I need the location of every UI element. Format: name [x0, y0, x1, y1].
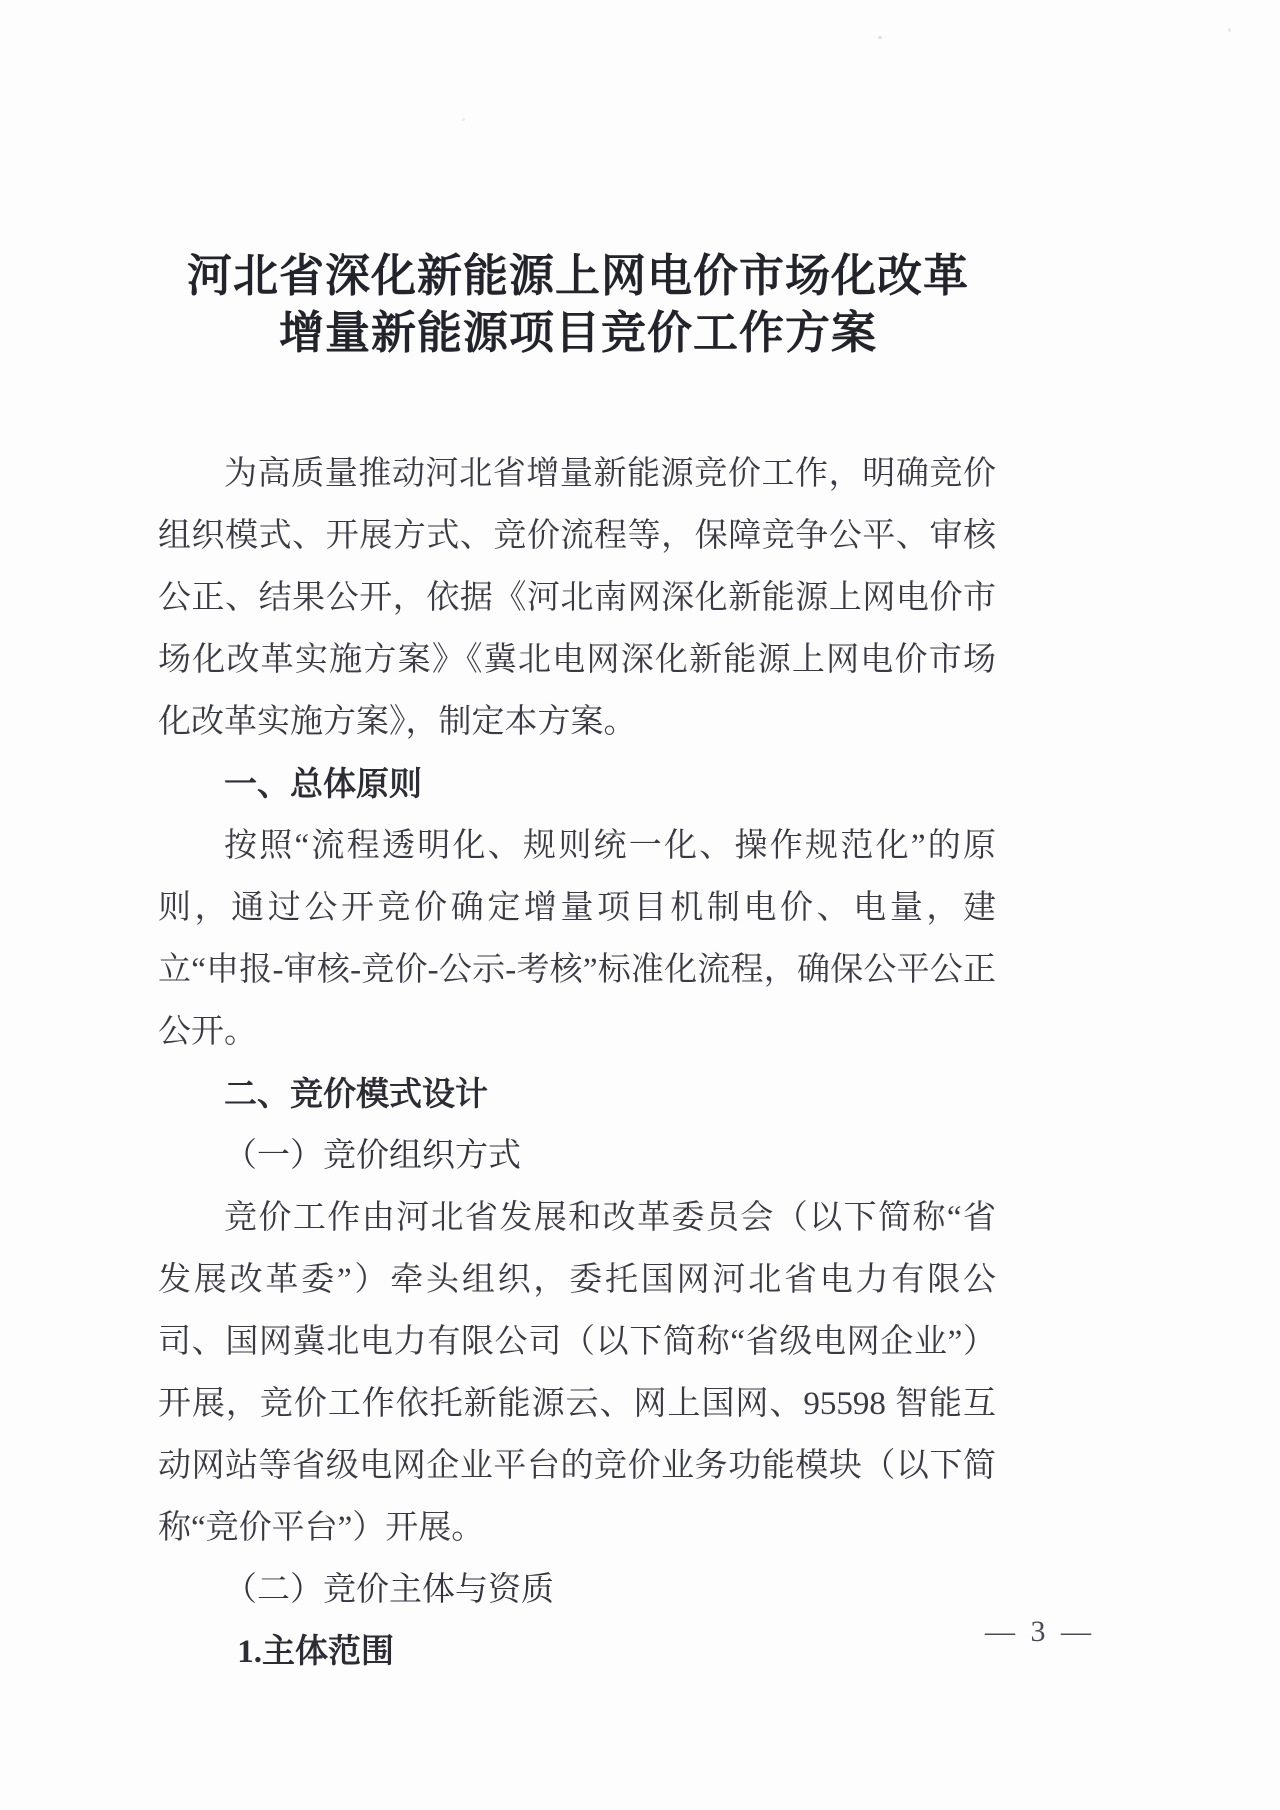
- subheading-bidding-organization: （一）竞价组织方式: [224, 1138, 521, 1174]
- heading-bidding-mode-design: 二、竞价模式设计: [224, 1075, 488, 1112]
- page-number: — 3 —: [985, 1615, 1095, 1648]
- scan-speck: [462, 118, 465, 121]
- subheading-subject-scope: 1.主体范围: [237, 1634, 394, 1670]
- scan-speck: [1228, 28, 1231, 32]
- scan-speck: [878, 36, 882, 39]
- paragraph-principles: 按照“流程透明化、规则统一化、操作规范化”的原则，通过公开竞价确定增量项目机制电价、电量，建立“申报-审核-竞价-公示-考核”标准化流程，确保公平公正公开。: [158, 828, 996, 1050]
- paragraph-organization: 竞价工作由河北省发展和改革委员会（以下简称“省发展改革委”）牵头组织，委托国网河北省电力有限公司、国网冀北电力有限公司（以下简称“省级电网企业”）开展，竞价工作依托新能源云、网上国网、95598 智能互动网站等省级电网企业平台的竞价业务功能模块（以下简称“竞价平台”）开展。: [158, 1200, 996, 1546]
- document-title: [158, 248, 998, 362]
- paragraph-intro: 为高质量推动河北省增量新能源竞价工作，明确竞价组织模式、开展方式、竞价流程等，保障竞争公平、审核公正、结果公开，依据《河北南网深化新能源上网电价市场化改革实施方案》《冀北电网深化新能源上网电价市场化改革实施方案》，制定本方案。: [158, 456, 996, 740]
- document-title-line-1: 河北省深化新能源上网电价市场化改革: [186, 251, 969, 301]
- document-title-line-2: 增量新能源项目竞价工作方案: [278, 308, 877, 358]
- document-body: [158, 443, 996, 1683]
- subheading-bidding-subjects-qualifications: （二）竞价主体与资质: [224, 1572, 554, 1608]
- heading-overall-principles: 一、总体原则: [224, 765, 422, 802]
